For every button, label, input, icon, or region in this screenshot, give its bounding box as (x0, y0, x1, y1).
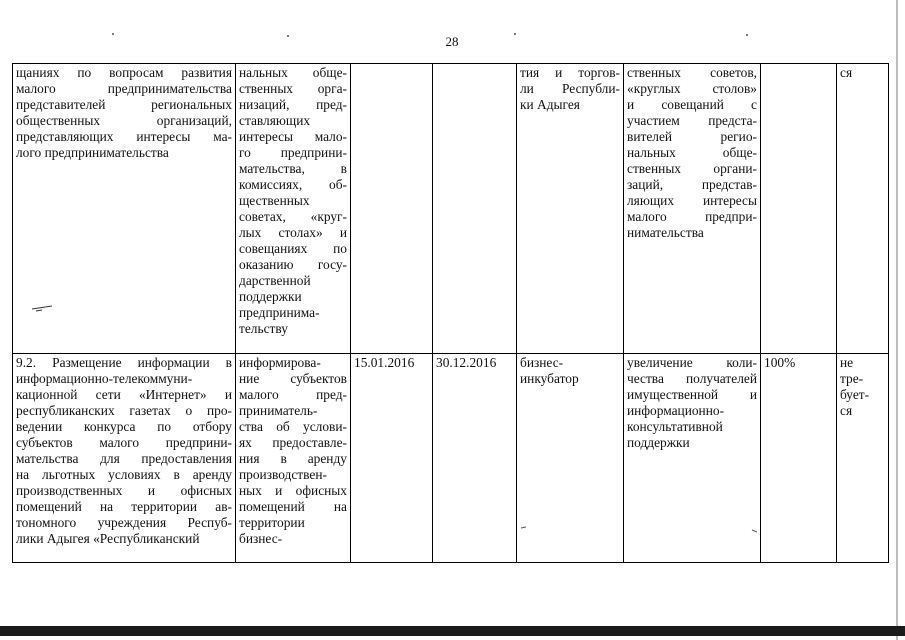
scan-mark (751, 528, 759, 534)
cell-text-line: и совещаний с (627, 97, 757, 112)
result-cell (624, 354, 761, 563)
cell-text-line: нальных обще- (239, 65, 347, 80)
cell-text-line: нальных обще- (627, 145, 757, 160)
cell-text-line: ства об услови- (239, 419, 347, 434)
funding-cell (837, 354, 889, 563)
cell-text-line: бизнес- (520, 355, 564, 370)
cell-text-line: го предприни- (239, 145, 347, 160)
cell-text-line: тия и торгов- (520, 65, 620, 80)
cell-text-line: приниматель- (239, 403, 318, 418)
cell-text-line: ведении конкурса по отбору (16, 419, 232, 434)
indicator-cell (761, 64, 837, 354)
scan-speck (112, 33, 114, 35)
cell-text-line: лого предпринимательства (16, 145, 169, 160)
cell-text-line: ственных советов, (627, 65, 757, 80)
cell-text-line: чества получателей (627, 371, 757, 386)
cell-text-line: предпринима- (239, 305, 320, 320)
cell-text-line: представителей региональных (16, 97, 232, 112)
cell-text-line: ния в аренду (239, 451, 347, 466)
cell-text-line: совещаниях по (239, 241, 347, 256)
cell-text-line: ся (840, 403, 853, 418)
content-cell (236, 354, 351, 563)
start-date-cell (351, 354, 433, 563)
scan-speck (746, 34, 748, 36)
cell-text-line: ственных органи- (627, 161, 757, 176)
cell-text-line: лых столах» и (239, 225, 347, 240)
cell-text-line: 9.2. Размещение информации в (16, 355, 232, 370)
cell-text-line: ли Республи- (520, 81, 620, 96)
cell-text-line: тре- (840, 371, 864, 386)
cell-text-line: заций, представ- (627, 177, 757, 192)
cell-text-line: оказанию госу- (239, 257, 347, 272)
cell-text-line: ных и офисных (239, 483, 347, 498)
cell-text-line: увеличение коли- (627, 355, 757, 370)
cell-text-line: тельству (239, 321, 288, 336)
cell-text-line: ки Адыгея (520, 97, 580, 112)
cell-text-line: вителей регио- (627, 129, 757, 144)
activity-table (12, 63, 889, 563)
cell-text-line: субъектов малого предприни- (16, 435, 232, 450)
cell-text-line: ся (840, 65, 853, 80)
cell-text-line: ях предоставле- (239, 435, 347, 450)
cell-text-line: 15.01.2016 (354, 355, 415, 370)
cell-text-line: бизнес- (239, 531, 283, 546)
result-cell (624, 64, 761, 354)
end-date-cell (433, 354, 517, 563)
cell-text-line: малого предпри- (627, 209, 757, 224)
content-cell (236, 64, 351, 354)
cell-text-line: тономного учреждения Респуб- (16, 515, 232, 530)
cell-text-line: низаций, пред- (239, 97, 347, 112)
measure-cell (13, 354, 236, 563)
page-number: 28 (445, 34, 459, 49)
scan-speck (287, 35, 289, 37)
cell-text-line: на льготных условиях в аренду (16, 467, 232, 482)
funding-cell (837, 64, 889, 354)
cell-text-line: «круглых столов» (627, 81, 757, 96)
cell-text-line: общественных организаций, (16, 113, 232, 128)
cell-text-line: бует- (840, 387, 870, 402)
indicator-cell (761, 354, 837, 563)
cell-text-line: комиссиях, об- (239, 177, 347, 192)
cell-text-line: ляющих интересы (627, 193, 757, 208)
cell-text-line: представляющих интересы ма- (16, 129, 232, 144)
cell-text-line: участием предста- (627, 113, 757, 128)
executor-cell (517, 354, 624, 563)
table-row (13, 64, 889, 354)
cell-text-line: информирова- (239, 355, 321, 370)
cell-text-line: территории (239, 515, 305, 530)
cell-text-line: помещений на (239, 499, 347, 514)
cell-text-line: инкубатор (520, 371, 579, 386)
scan-edge (0, 626, 905, 636)
cell-text-line: производственных и офисных (16, 483, 232, 498)
cell-text-line: мательства, в (239, 161, 347, 176)
cell-text-line: 100% (764, 355, 796, 370)
cell-text-line: не (840, 355, 854, 370)
cell-text-line: помещений на территории ав- (16, 499, 232, 514)
cell-text-line: ставляющих (239, 113, 311, 128)
cell-text-line: 30.12.2016 (436, 355, 497, 370)
scan-edge (896, 0, 898, 640)
cell-text-line: поддержки (239, 289, 302, 304)
cell-text-line: щаниях по вопросам развития (16, 65, 232, 80)
cell-text-line: лики Адыгея «Республиканский (16, 531, 200, 546)
cell-text-line: малого пред- (239, 387, 347, 402)
cell-text-line: мательства для предоставления (16, 451, 232, 466)
cell-text-line: малого предпринимательства (16, 81, 232, 96)
cell-text-line: щественных (239, 193, 310, 208)
cell-text-line: дарственной (239, 273, 311, 288)
executor-cell (517, 64, 624, 354)
cell-text-line: советах, «круг- (239, 209, 347, 224)
cell-text-line: информационно- (627, 403, 725, 418)
pen-mark (30, 300, 56, 314)
cell-text-line: производствен- (239, 467, 327, 482)
cell-text-line: имущественной и (627, 387, 757, 402)
cell-text-line: информационно-телекоммуни- (16, 371, 193, 386)
cell-text-line: консультативной (627, 419, 723, 434)
cell-text-line: ние субъектов (239, 371, 347, 386)
cell-text-line: поддержки (627, 435, 690, 450)
cell-text-line: кационной сети «Интернет» и (16, 387, 232, 402)
cell-text-line: интересы мало- (239, 129, 347, 144)
scan-mark (520, 525, 528, 531)
scan-speck (514, 33, 516, 35)
cell-text-line: республиканских газетах о про- (16, 403, 232, 418)
end-date-cell (433, 64, 517, 354)
cell-text-line: нимательства (627, 225, 704, 240)
cell-text-line: ственных орга- (239, 81, 347, 96)
start-date-cell (351, 64, 433, 354)
